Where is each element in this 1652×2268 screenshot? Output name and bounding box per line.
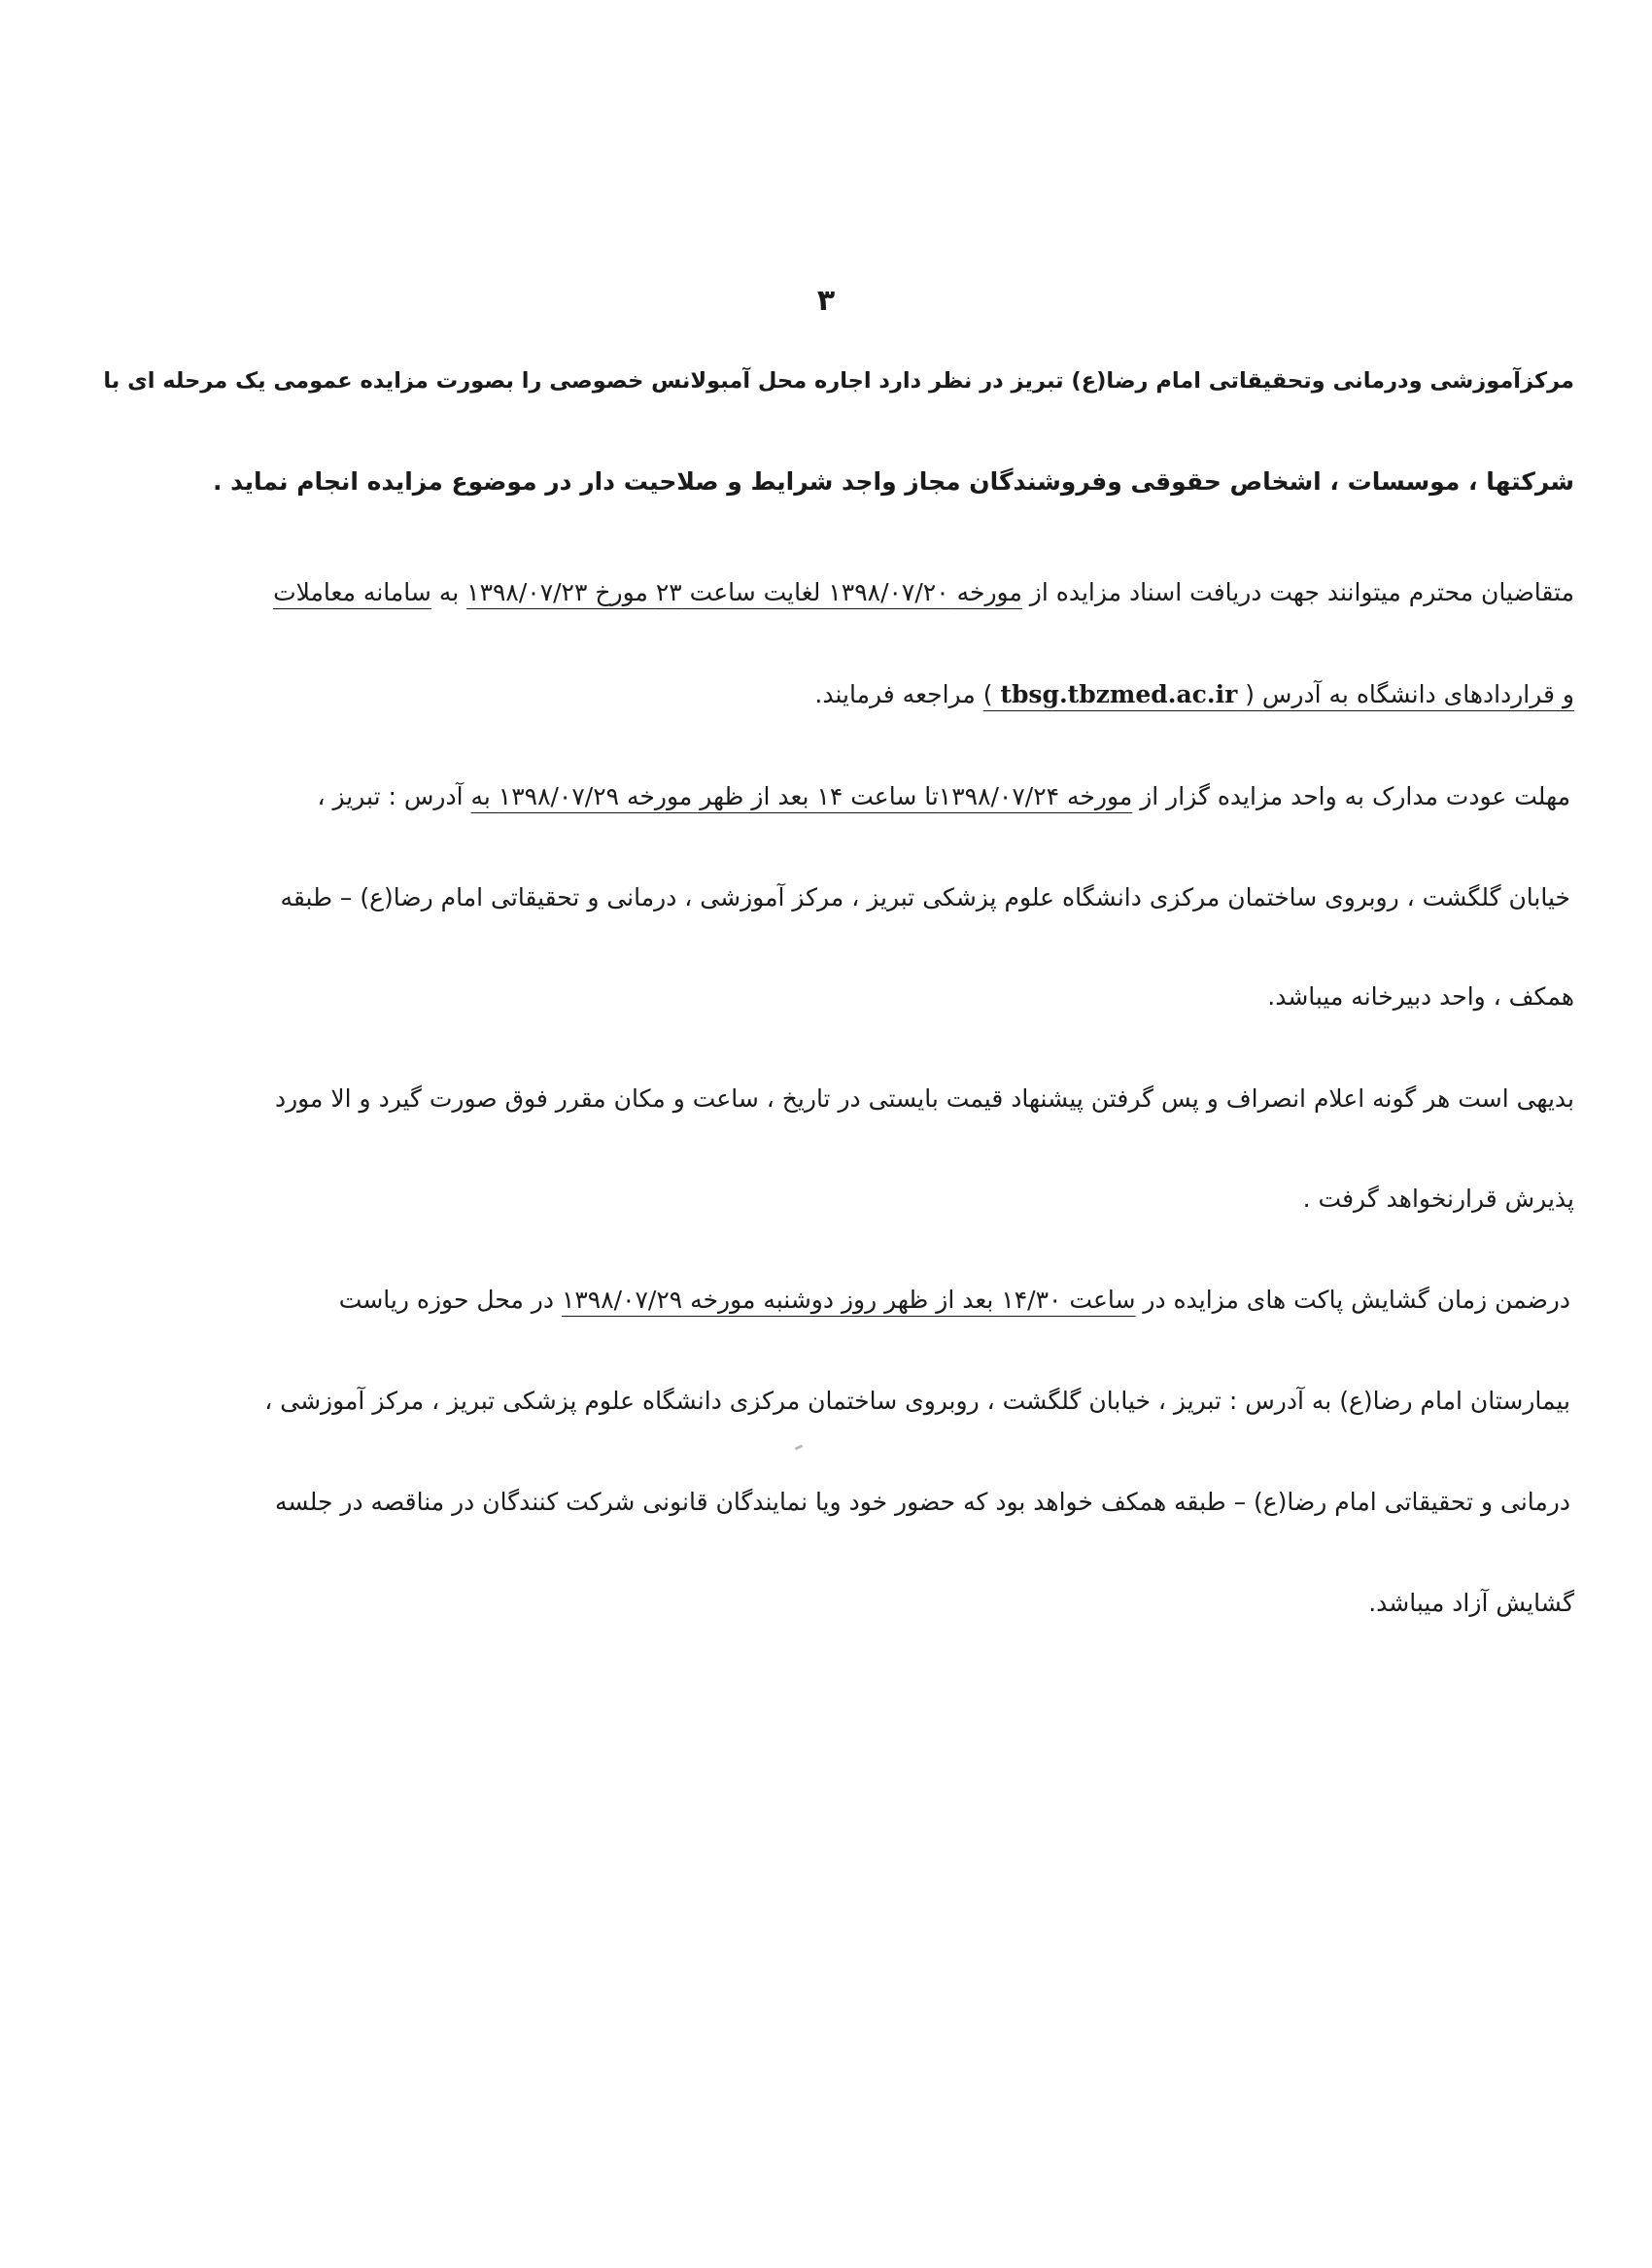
paragraph-5-line-3: درمانی و تحقیقاتی امام رضا(ع) – طبقه همکف خواهد بود که حضور خود ویا نمایندگان قانونی شرکت کنندگان در مناقصه در جلسه: [275, 1488, 1570, 1516]
text: مراجعه فرمایند.: [814, 680, 983, 708]
text: ): [982, 680, 1001, 708]
paragraph-2-line-2: [814, 675, 1574, 714]
website-url: tbsg.tbzmed.ac.ir: [1000, 680, 1238, 708]
paragraph-3-line-3: همکف ، واحد دبیرخانه میباشد.: [1267, 982, 1574, 1011]
text: درضمن زمان گشایش پاکت های مزایده در: [1135, 1286, 1570, 1314]
text: به: [430, 578, 467, 606]
paragraph-5-line-1: [339, 1281, 1570, 1320]
text: در محل حوزه ریاست: [338, 1286, 562, 1314]
text: متقاضیان محترم میتوانند جهت دریافت اسناد مزایده از: [1021, 578, 1574, 606]
paragraph-2-line-1: [273, 573, 1574, 612]
text: آدرس : تبریز ،: [317, 782, 471, 810]
paragraph-4-line-1: بدیهی است هر گونه اعلام انصراف و پس گرفتن پیشنهاد قیمت بایستی در تاریخ ، ساعت و مکان مقرر فوق صورت گیرد و الا مورد: [274, 1084, 1574, 1113]
paragraph-1-line-2: شرکتها ، موسسات ، اشخاص حقوقی وفروشندگان مجاز واجد شرایط و صلاحیت دار در موضوع مزایده انجام نماید .: [212, 467, 1574, 496]
paragraph-5-line-2: بیمارستان امام رضا(ع) به آدرس : تبریز ، خیابان گلگشت ، روبروی ساختمان مرکزی دانشگاه علوم پزشکی تبریز ، مرکز آموزشی ،: [264, 1387, 1570, 1415]
scan-speck: [795, 1444, 804, 1450]
paragraph-3-line-2: خیابان گلگشت ، روبروی ساختمان مرکزی دانشگاه علوم پزشکی تبریز ، مرکز آموزشی ، درمانی و تحقیقاتی امام رضا(ع) – طبقه: [280, 883, 1570, 911]
paragraph-4-line-2: پذیرش قرارنخواهد گرفت .: [1302, 1185, 1574, 1213]
underlined-address: [983, 680, 1574, 708]
paragraph-5-line-4: گشایش آزاد میباشد.: [1368, 1589, 1574, 1617]
page-number: ۳: [816, 284, 836, 318]
text: مهلت عودت مدارک به واحد مزایده گزار از: [1132, 782, 1570, 810]
text: و قراردادهای دانشگاه به آدرس (: [1237, 680, 1574, 708]
underlined-opening-time: ساعت ۱۴/۳۰ بعد از ظهر روز دوشنبه مورخه ۱۳۹۸/۰۷/۲۹: [561, 1286, 1136, 1314]
paragraph-1-line-1: مرکزآموزشی ودرمانی وتحقیقاتی امام رضا(ع) تبریز در نظر دارد اجاره محل آمبولانس خصوصی را بصورت مزایده عمومی یک مرحله ای با: [103, 368, 1574, 394]
paragraph-3-line-1: [317, 777, 1570, 816]
underlined-system-name: سامانه معاملات: [273, 578, 431, 606]
underlined-date-range: مورخه ۱۳۹۸/۰۷/۲۰ لغایت ساعت ۲۳ مورخ ۱۳۹۸/۰۷/۲۳: [466, 578, 1022, 606]
underlined-deadline: مورخه ۱۳۹۸/۰۷/۲۴تا ساعت ۱۴ بعد از ظهر مورخه ۱۳۹۸/۰۷/۲۹ به: [470, 782, 1133, 810]
